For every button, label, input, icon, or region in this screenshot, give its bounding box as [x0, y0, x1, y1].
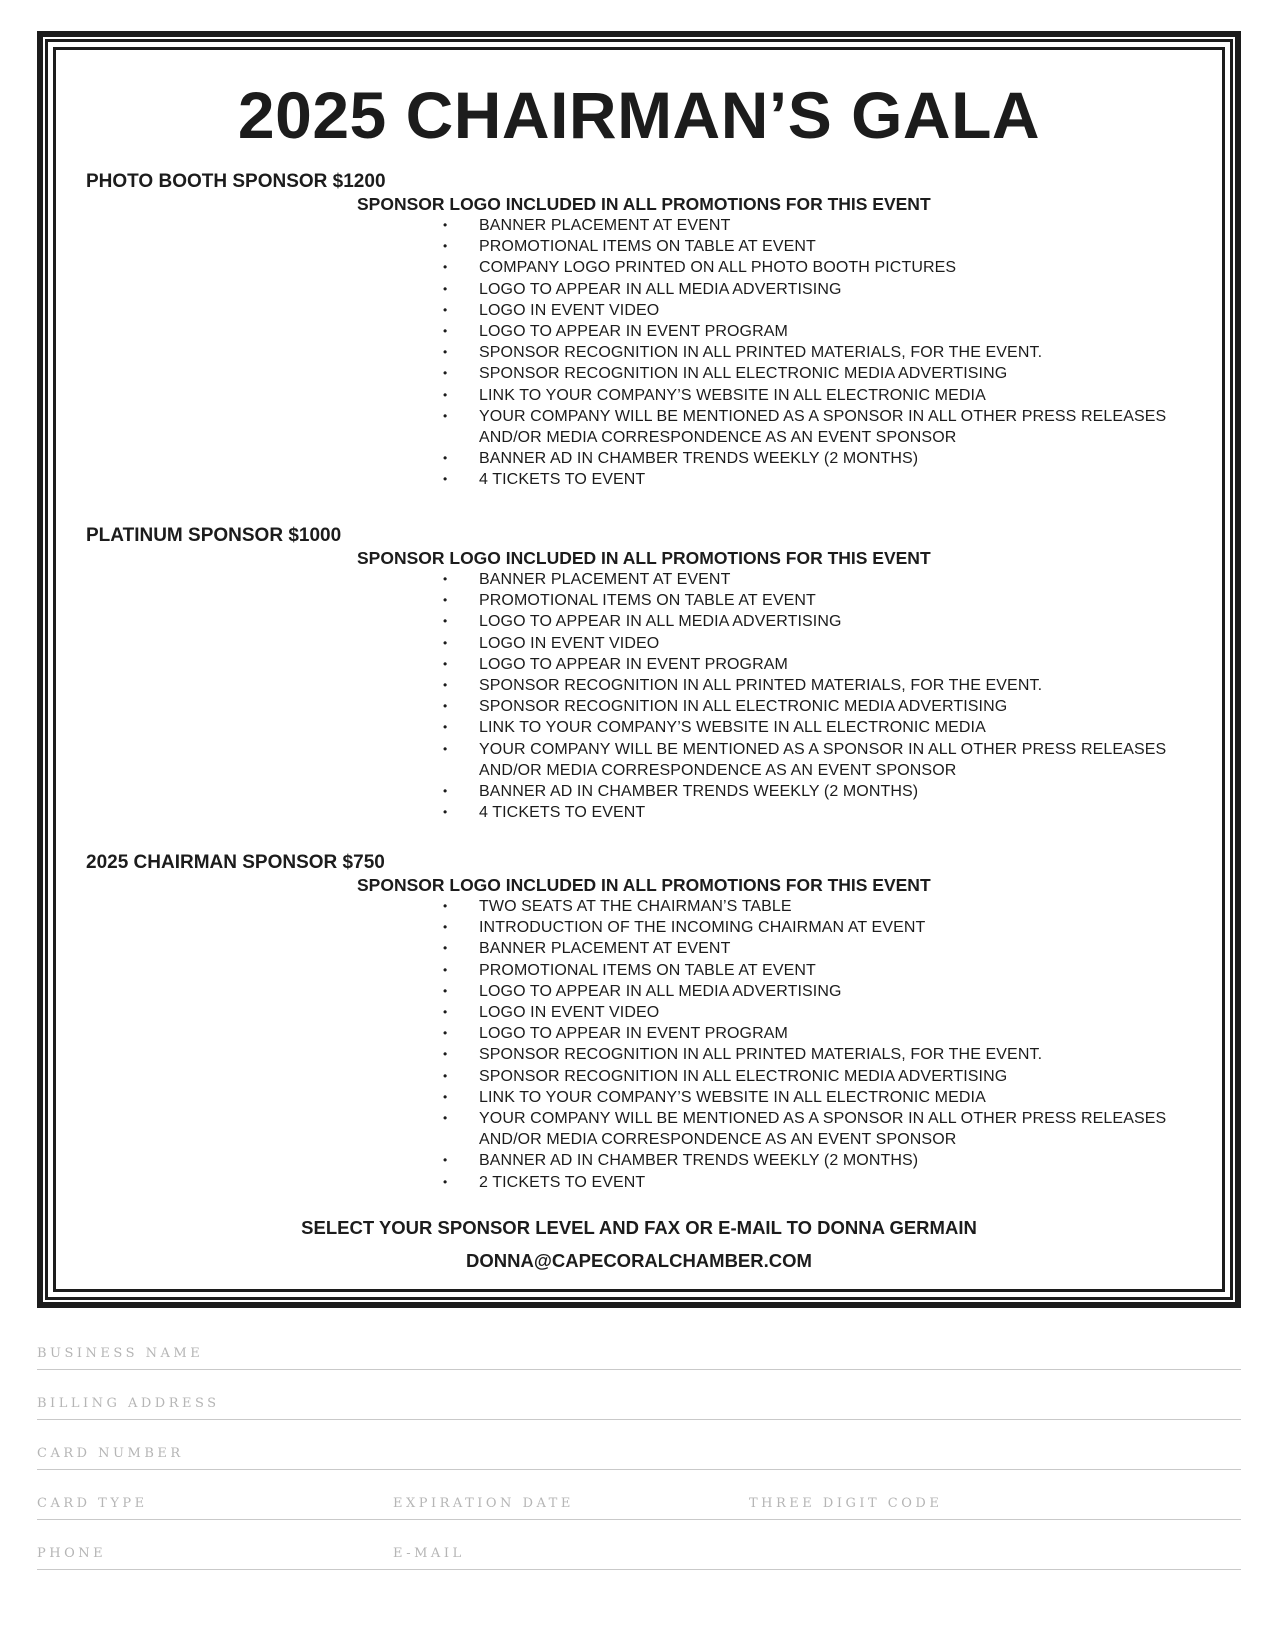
billing-address-field[interactable] [37, 1390, 1241, 1420]
list-item: • LOGO TO APPEAR IN EVENT PROGRAM [479, 1023, 1199, 1044]
list-item: • COMPANY LOGO PRINTED ON ALL PHOTO BOOTH PICTURES [479, 257, 1199, 278]
list-item: • LOGO TO APPEAR IN ALL MEDIA ADVERTISING [479, 611, 1199, 632]
list-item: • BANNER AD IN CHAMBER TRENDS WEEKLY (2 MONTHS) [479, 448, 1199, 469]
section-heading: 2025 CHAIRMAN SPONSOR $750 [86, 852, 385, 873]
list-item: • LOGO TO APPEAR IN EVENT PROGRAM [479, 321, 1199, 342]
list-item: • LOGO IN EVENT VIDEO [479, 300, 1199, 321]
list-item: • BANNER PLACEMENT AT EVENT [479, 569, 1199, 590]
list-item: • TWO SEATS AT THE CHAIRMAN’S TABLE [479, 896, 1199, 917]
section-subheading: SPONSOR LOGO INCLUDED IN ALL PROMOTIONS FOR THIS EVENT [357, 548, 931, 568]
section-heading: PHOTO BOOTH SPONSOR $1200 [86, 171, 386, 192]
list-item: • LOGO TO APPEAR IN ALL MEDIA ADVERTISING [479, 279, 1199, 300]
list-item: • BANNER AD IN CHAMBER TRENDS WEEKLY (2 MONTHS) [479, 1150, 1199, 1171]
contact-email: DONNA@CAPECORALCHAMBER.COM [466, 1250, 812, 1271]
list-item: • SPONSOR RECOGNITION IN ALL ELECTRONIC MEDIA ADVERTISING [479, 696, 1199, 717]
list-item: • SPONSOR RECOGNITION IN ALL ELECTRONIC MEDIA ADVERTISING [479, 363, 1199, 384]
list-item: • LOGO IN EVENT VIDEO [479, 1002, 1199, 1023]
list-item: • 4 TICKETS TO EVENT [479, 469, 1199, 490]
email-label[interactable]: E-MAIL [393, 1546, 465, 1561]
card-type-label[interactable]: CARD TYPE [37, 1496, 148, 1511]
list-item: • INTRODUCTION OF THE INCOMING CHAIRMAN AT EVENT [479, 917, 1199, 938]
list-item: • BANNER AD IN CHAMBER TRENDS WEEKLY (2 MONTHS) [479, 781, 1199, 802]
list-item: • LOGO IN EVENT VIDEO [479, 633, 1199, 654]
list-item: • LINK TO YOUR COMPANY’S WEBSITE IN ALL ELECTRONIC MEDIA [479, 385, 1199, 406]
benefit-list [479, 896, 1199, 1193]
benefit-list [479, 215, 1199, 491]
card-number-label: CARD NUMBER [37, 1446, 184, 1461]
list-item: • BANNER PLACEMENT AT EVENT [479, 938, 1199, 959]
section-subheading: SPONSOR LOGO INCLUDED IN ALL PROMOTIONS FOR THIS EVENT [357, 194, 931, 214]
list-item: • BANNER PLACEMENT AT EVENT [479, 215, 1199, 236]
list-item: • LOGO TO APPEAR IN ALL MEDIA ADVERTISING [479, 981, 1199, 1002]
expiration-date-label[interactable]: EXPIRATION DATE [393, 1496, 574, 1511]
call-to-action: SELECT YOUR SPONSOR LEVEL AND FAX OR E-MAIL TO DONNA GERMAIN [301, 1217, 977, 1238]
benefit-list [479, 569, 1199, 823]
list-item: • PROMOTIONAL ITEMS ON TABLE AT EVENT [479, 960, 1199, 981]
list-item: • SPONSOR RECOGNITION IN ALL PRINTED MATERIALS, FOR THE EVENT. [479, 675, 1199, 696]
three-digit-code-label[interactable]: THREE DIGIT CODE [749, 1496, 943, 1511]
card-details-row [37, 1490, 1241, 1520]
list-item: • 2 TICKETS TO EVENT [479, 1172, 1199, 1193]
section-heading: PLATINUM SPONSOR $1000 [86, 525, 342, 546]
list-item: • LINK TO YOUR COMPANY’S WEBSITE IN ALL ELECTRONIC MEDIA [479, 1087, 1199, 1108]
billing-address-label: BILLING ADDRESS [37, 1396, 220, 1411]
field-underline [37, 1419, 1241, 1420]
list-item: • YOUR COMPANY WILL BE MENTIONED AS A SPONSOR IN ALL OTHER PRESS RELEASES AND/OR MEDIA CORRESPONDENCE AS AN EVENT SPONSOR [479, 739, 1199, 781]
flyer-content [56, 50, 1222, 1289]
list-item: • PROMOTIONAL ITEMS ON TABLE AT EVENT [479, 236, 1199, 257]
list-item: • YOUR COMPANY WILL BE MENTIONED AS A SPONSOR IN ALL OTHER PRESS RELEASES AND/OR MEDIA CORRESPONDENCE AS AN EVENT SPONSOR [479, 406, 1199, 448]
business-name-label: BUSINESS NAME [37, 1346, 204, 1361]
section-subheading: SPONSOR LOGO INCLUDED IN ALL PROMOTIONS FOR THIS EVENT [357, 875, 931, 895]
field-underline [37, 1519, 1241, 1520]
field-underline [37, 1369, 1241, 1370]
phone-label[interactable]: PHONE [37, 1546, 107, 1561]
business-name-field[interactable] [37, 1340, 1241, 1370]
card-number-field[interactable] [37, 1440, 1241, 1470]
field-underline [37, 1469, 1241, 1470]
list-item: • SPONSOR RECOGNITION IN ALL PRINTED MATERIALS, FOR THE EVENT. [479, 342, 1199, 363]
contact-row [37, 1540, 1241, 1570]
list-item: • SPONSOR RECOGNITION IN ALL PRINTED MATERIALS, FOR THE EVENT. [479, 1044, 1199, 1065]
field-underline [37, 1569, 1241, 1570]
list-item: • LOGO TO APPEAR IN EVENT PROGRAM [479, 654, 1199, 675]
list-item: • PROMOTIONAL ITEMS ON TABLE AT EVENT [479, 590, 1199, 611]
list-item: • YOUR COMPANY WILL BE MENTIONED AS A SPONSOR IN ALL OTHER PRESS RELEASES AND/OR MEDIA CORRESPONDENCE AS AN EVENT SPONSOR [479, 1108, 1199, 1150]
page-title: 2025 CHAIRMAN’S GALA [237, 78, 1041, 152]
list-item: • SPONSOR RECOGNITION IN ALL ELECTRONIC MEDIA ADVERTISING [479, 1066, 1199, 1087]
list-item: • LINK TO YOUR COMPANY’S WEBSITE IN ALL ELECTRONIC MEDIA [479, 717, 1199, 738]
list-item: • 4 TICKETS TO EVENT [479, 802, 1199, 823]
